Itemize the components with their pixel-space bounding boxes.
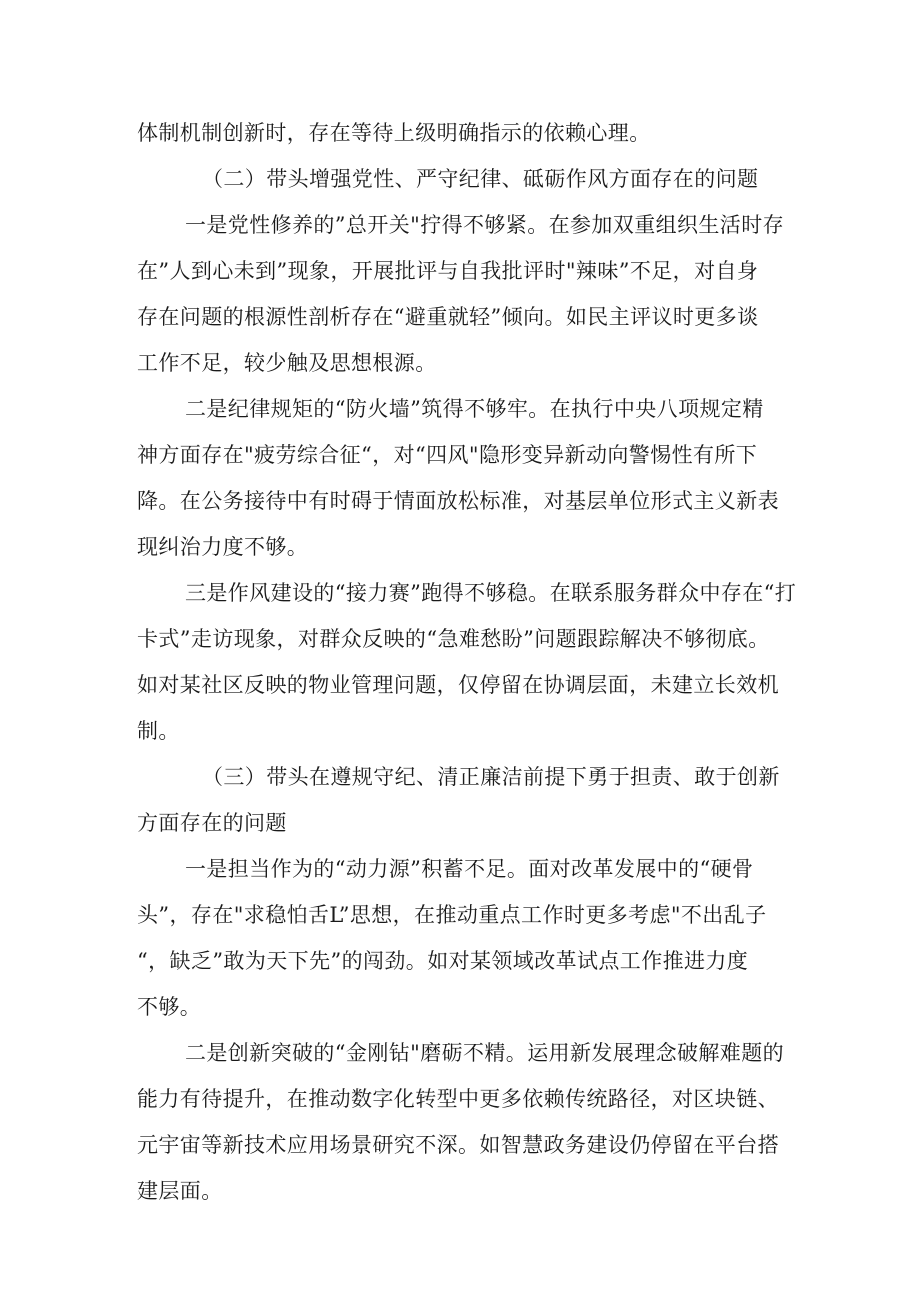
- section-heading-3: （三）带头在遵规守纪、清正廉洁前提下勇于担责、敢于创新: [202, 765, 780, 789]
- paragraph-line: 三是作风建设的“接力赛”跑得不够稳。在联系服务群众中存在“打: [185, 581, 797, 605]
- paragraph-line: 头”，存在"求稳怕舌L”思想，在推动重点工作时更多考虑"不出乱子: [137, 903, 767, 927]
- paragraph-line: 降。在公务接待中有时碍于情面放松标准，对基层单位形式主义新表: [137, 489, 779, 513]
- paragraph-line: 工作不足，较少触及思想根源。: [137, 351, 437, 375]
- paragraph-line: 二是纪律规矩的“防火墙”筑得不够牢。在执行中央八项规定精: [185, 397, 764, 421]
- paragraph-line: 制。: [137, 719, 180, 743]
- paragraph-line: 二是创新突破的“金刚钻"磨砺不精。运用新发展理念破解难题的: [185, 1041, 784, 1065]
- paragraph-line: 卡式”走访现象，对群众反映的“急难愁盼”问题跟踪解决不够彻底。: [137, 627, 770, 651]
- paragraph-line: 元宇宙等新技术应用场景研究不深。如智慧政务建设仍停留在平台搭: [137, 1133, 779, 1157]
- paragraph-line: 建层面。: [137, 1179, 223, 1203]
- paragraph-line: 现纠治力度不够。: [137, 535, 309, 559]
- paragraph-line: 存在问题的根源性剖析存在“避重就轻”倾向。如民主评议时更多谈: [137, 305, 759, 329]
- paragraph-line: 一是担当作为的“动力源”积蓄不足。面对改革发展中的“硬骨: [185, 857, 754, 881]
- paragraph-line: 在”人到心未到”现象，开展批评与自我批评时"辣味”不足，对自身: [137, 259, 759, 283]
- text-line-continuation: 体制机制创新时，存在等待上级明确指示的依赖心理。: [137, 121, 651, 145]
- paragraph-line: 如对某社区反映的物业管理问题，仅停留在协调层面，未建立长效机: [137, 673, 779, 697]
- paragraph-line: 不够。: [137, 995, 202, 1019]
- paragraph-line: 神方面存在"疲劳综合征“，对“四风"隐形变异新动向警惕性有所下: [137, 443, 758, 467]
- paragraph-line: 能力有待提升，在推动数字化转型中更多依赖传统路径，对区块链、: [137, 1087, 779, 1111]
- paragraph-line: “，缺乏”敢为天下先”的闯劲。如对某领域改革试点工作推进力度: [137, 949, 749, 973]
- section-heading-3-cont: 方面存在的问题: [137, 811, 287, 835]
- section-heading-2: （二）带头增强党性、严守纪律、砥砺作风方面存在的问题: [202, 167, 759, 191]
- paragraph-line: 一是党性修养的”总开关"拧得不够紧。在参加双重组织生活时存: [185, 213, 784, 237]
